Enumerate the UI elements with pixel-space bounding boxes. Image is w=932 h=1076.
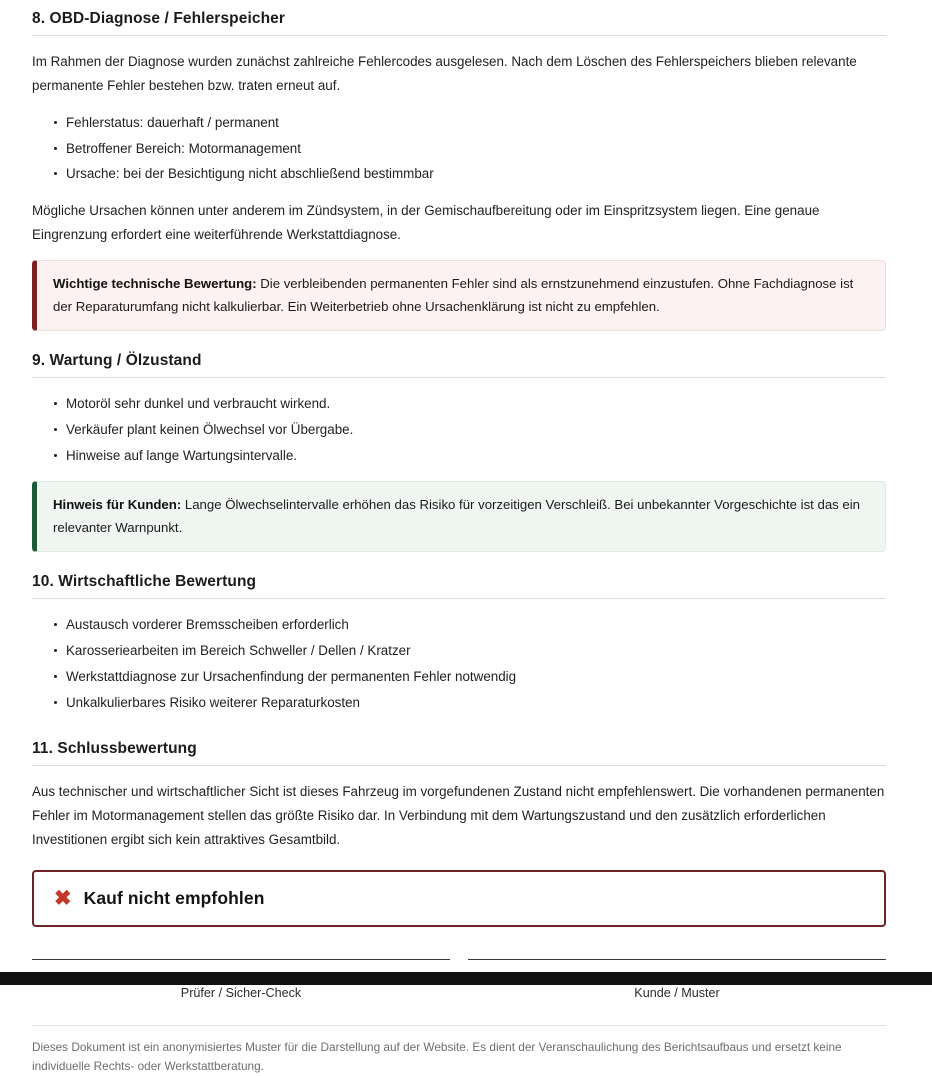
list-item: Hinweise auf lange Wartungsintervalle. xyxy=(54,444,886,468)
callout-text: Die verbleibenden permanenten Fehler sind als ernstzunehmend einzustufen. Ohne Fachdiagnose ist der Reparaturumfang nicht kalkulierbar. Ein Weiterbetrieb ohne Ursachenklärung ist nicht zu empfehlen. xyxy=(53,276,854,315)
section-heading-8: 8. OBD-Diagnose / Fehlerspeicher xyxy=(32,10,285,27)
list-item: Fehlerstatus: dauerhaft / permanent xyxy=(54,111,886,135)
callout-wichtige-technische-bewertung xyxy=(32,260,886,331)
footer-rule xyxy=(32,1025,886,1026)
heading-rule-9 xyxy=(32,377,886,378)
section-11-paragraph: Aus technischer und wirtschaftlicher Sicht ist dieses Fahrzeug im vorgefundenen Zustand nicht empfehlenswert. Die vorhandenen permanenten Fehler im Motormanagement stellen das größte Risiko dar. In Verbindung mit dem Wartungszustand und den zusätzlich erforderlichen Investitionen ergibt sich kein attraktives Gesamtbild. xyxy=(32,784,885,848)
callout-label: Hinweis für Kunden: xyxy=(53,496,182,512)
section-8-outro-paragraph: Mögliche Ursachen können unter anderem im Zündsystem, in der Gemischaufbereitung oder im Einspritzsystem liegen. Eine genaue Eingrenzung erfordert eine weiterführende Werkstattdiagnose. xyxy=(32,203,820,243)
section-gap xyxy=(32,339,886,352)
bottom-bar xyxy=(0,972,932,985)
callout-hinweis-fuer-kunden xyxy=(32,481,886,552)
verdict-box xyxy=(32,870,886,927)
section-8-intro-paragraph: Im Rahmen der Diagnose wurden zunächst zahlreiche Fehlercodes ausgelesen. Nach dem Löschen des Fehlerspeichers blieben relevante permanente Fehler bestehen bzw. traten erneut auf. xyxy=(32,54,857,93)
section-heading-10: 10. Wirtschaftliche Bewertung xyxy=(32,572,257,590)
callout-text: Lange Ölwechselintervalle erhöhen das Risiko für vorzeitigen Verschleiß. Bei unbekannter Vorgeschichte ist das ein relevanter Warnpunkt. xyxy=(53,496,861,535)
section-heading-11: 11. Schlussbewertung xyxy=(32,740,197,758)
section-heading-9: 9. Wartung / Ölzustand xyxy=(32,352,202,370)
top-spacer xyxy=(32,0,886,10)
footer-disclaimer: Dieses Dokument ist ein anonymisiertes Muster für die Darstellung auf der Website. Es dient der Veranschaulichung des Berichtsaufbaus und ersetzt keine individuelle Rechts- oder Werkstattberatung. xyxy=(32,1039,842,1074)
section-10-bullet-list xyxy=(32,613,886,714)
verdict-label: Kauf nicht empfohlen xyxy=(83,887,265,908)
section-wartung-oelzustand xyxy=(32,352,886,552)
list-item: Ursache: bei der Besichtigung nicht abschließend bestimmbar xyxy=(54,162,886,186)
list-item: Unkalkulierbares Risiko weiterer Reparaturkosten xyxy=(54,691,886,715)
section-8-bullet-list xyxy=(32,111,886,187)
section-gap xyxy=(32,727,886,740)
heading-rule-11 xyxy=(32,765,886,766)
list-item: Betroffener Bereich: Motormanagement xyxy=(54,137,886,161)
callout-label: Wichtige technische Bewertung: xyxy=(53,276,257,292)
signature-caption: Kunde / Muster xyxy=(634,985,720,1000)
section-9-bullet-list xyxy=(32,392,886,468)
heading-rule-10 xyxy=(32,598,886,599)
signature-caption: Prüfer / Sicher-Check xyxy=(180,985,302,1000)
heading-rule-8 xyxy=(32,35,886,36)
section-wirtschaftliche-bewertung xyxy=(32,573,886,714)
list-item: Werkstattdiagnose zur Ursachenfindung der permanenten Fehler notwendig xyxy=(54,665,886,689)
section-gap xyxy=(32,560,886,573)
section-schlussbewertung xyxy=(32,740,886,852)
signature-line xyxy=(32,959,450,960)
cross-mark-icon: ✖ xyxy=(54,886,72,910)
list-item: Austausch vorderer Bremsscheiben erforderlich xyxy=(54,613,886,637)
list-item: Motoröl sehr dunkel und verbraucht wirkend. xyxy=(54,392,886,416)
list-item: Karosseriearbeiten im Bereich Schweller / Dellen / Kratzer xyxy=(54,639,886,663)
signature-line xyxy=(468,959,886,960)
section-obd-diagnose xyxy=(32,10,886,331)
list-item: Verkäufer plant keinen Ölwechsel vor Übergabe. xyxy=(54,418,886,442)
